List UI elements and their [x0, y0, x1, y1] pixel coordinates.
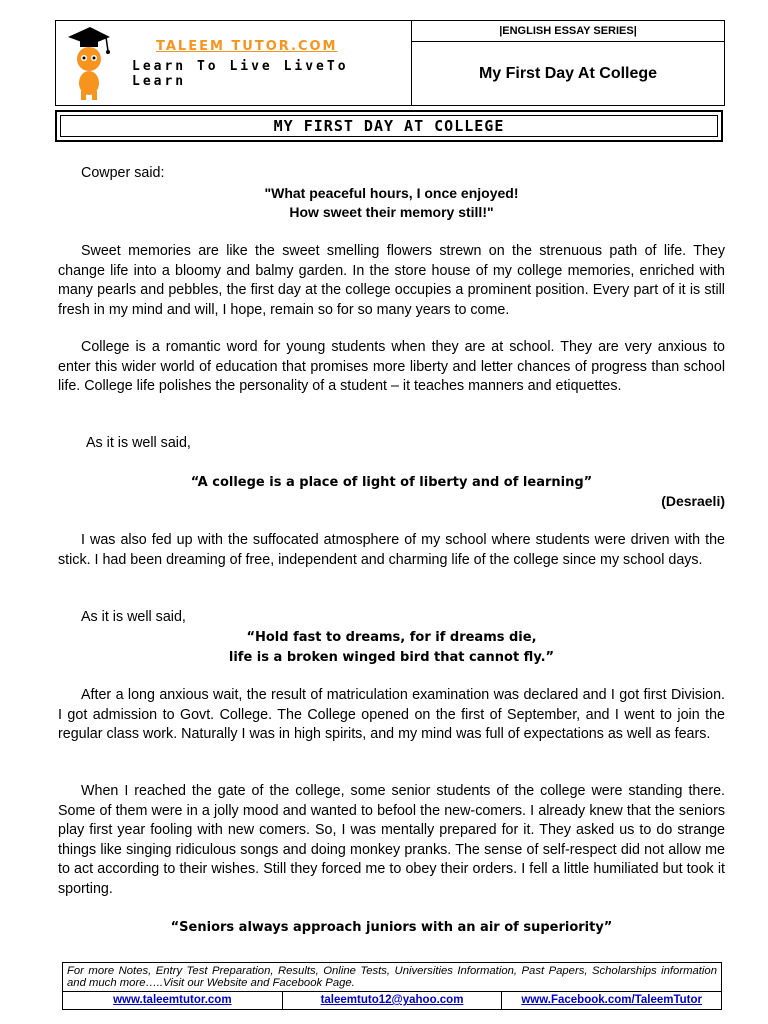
quote-author: (Desraeli) [661, 493, 725, 509]
paragraph-1-text: Sweet memories are like the sweet smelling flowers strewn on the strenuous path of life. They change life into a bloomy and balmy garden. In the store house of my college memories, enriched with many pearls and pebbles, the first day at the college occupies a prominent position. Every part of it is still fresh in my mind and will, I hope, remain so for so many years to come. [58, 243, 725, 318]
paragraph-1 [58, 242, 725, 320]
title-banner [55, 110, 723, 142]
said-line-2: As it is well said, [81, 609, 186, 625]
brand-tagline: Learn To Live LiveTo Learn [132, 59, 349, 89]
paragraph-5 [58, 782, 725, 900]
paragraph-3 [58, 531, 725, 570]
quote-cowper-line1: "What peaceful hours, I once enjoyed! [264, 185, 519, 201]
document-title: My First Day At College [478, 64, 658, 82]
quote-cowper-line2: How sweet their memory still!" [289, 204, 494, 220]
paragraph-2 [58, 338, 725, 397]
banner-title: MY FIRST DAY AT COLLEGE [60, 115, 718, 137]
footer-links [63, 991, 721, 1009]
paragraph-2-text: College is a romantic word for young students when they are at school. They are very anxious to enter this wider world of education that promises more liberty and letter chances of progress than school life. College life polishes the personality of a student – it teaches manners and etiquettes. [58, 339, 725, 395]
brand-name: TALEEM TUTOR.COM [156, 39, 338, 54]
paragraph-3-text: I was also fed up with the suffocated atmosphere of my school where students were driven with the stick. I had been dreaming of free, independent and charming life of the college since my school days. [58, 532, 725, 568]
quote-college-liberty: “A college is a place of light of liberty and of learning” [190, 475, 593, 490]
brand-block [56, 21, 412, 105]
paragraph-5-text: When I reached the gate of the college, some senior students of the college were standing there. Some of them were in a jolly mood and wanted to befool the new-comers. I already knew that the seniors play first year fooling with new comers. So, I was mentally prepared for it. They asked us to do strange things like singing ridiculous songs and doing monkey pranks. The sense of self-respect did not allow me to act according to their wishes. Still they forced me to obey their orders. I fell a little humiliated but took it sporting. [58, 783, 725, 897]
graduate-mascot-logo [64, 25, 112, 101]
facebook-link[interactable]: www.Facebook.com/TaleemTutor [501, 992, 721, 1009]
website-link[interactable]: www.taleemtutor.com [113, 994, 232, 1006]
series-block [412, 21, 724, 105]
quote-seniors: “Seniors always approach juniors with an air of superiority” [170, 920, 613, 935]
paragraph-4-text: After a long anxious wait, the result of matriculation examination was declared and I got first Division. I got admission to Govt. College. The College opened on the first of September, and I went to join the regular class work. Naturally I was in high spirits, and my mind was full of expectations as well as fears. [58, 687, 725, 743]
paragraph-4 [58, 686, 725, 745]
quote-dreams-line2: life is a broken winged bird that cannot fly.” [228, 650, 555, 665]
said-line-1: As it is well said, [86, 435, 191, 451]
intro-line: Cowper said: [81, 165, 165, 181]
footer-note: For more Notes, Entry Test Preparation, Results, Online Tests, Universities Information, Past Papers, Scholarships information and much more…..Visit our Website and Facebook Page. [67, 965, 717, 989]
email-link[interactable]: taleemtuto12@yahoo.com [282, 992, 502, 1009]
page-footer [62, 962, 722, 1010]
document-header [55, 20, 725, 106]
series-label: |ENGLISH ESSAY SERIES| [412, 21, 724, 42]
quote-dreams-line1: “Hold fast to dreams, for if dreams die, [246, 630, 537, 645]
